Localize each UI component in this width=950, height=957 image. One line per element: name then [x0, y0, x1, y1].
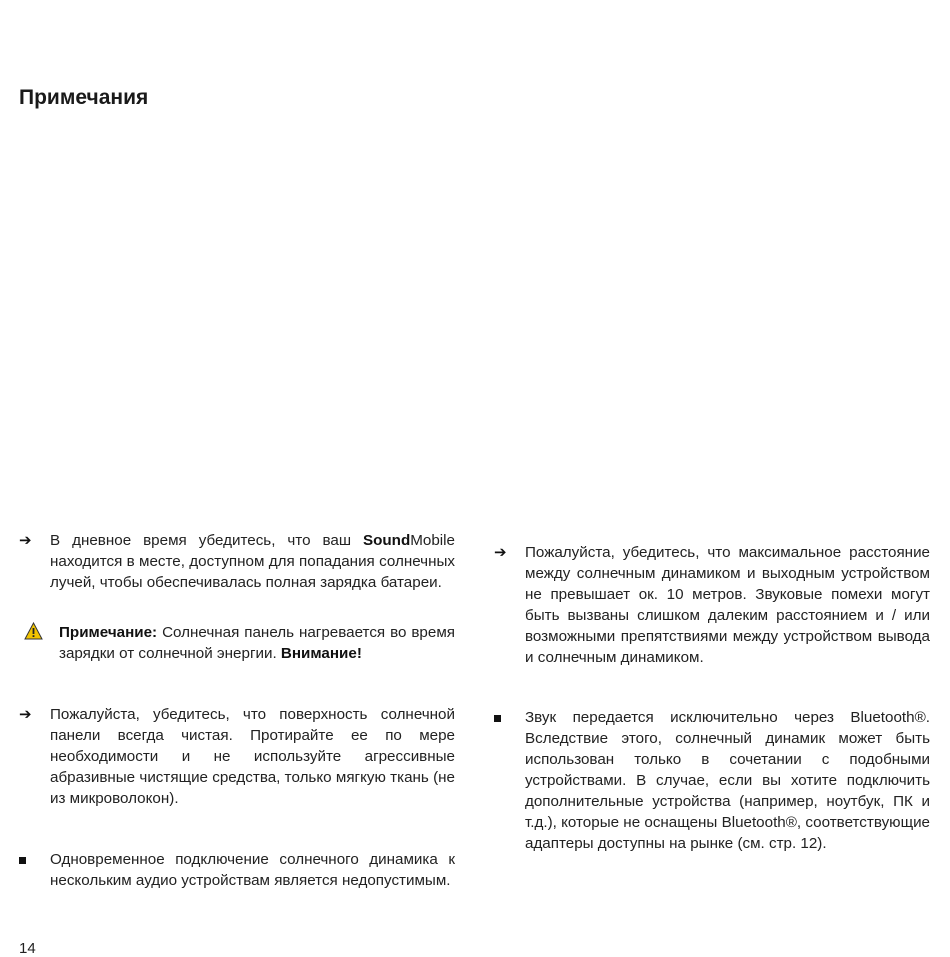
list-item	[494, 542, 930, 668]
arrow-right-icon: ➔	[19, 532, 32, 549]
list-item	[19, 849, 455, 891]
note-block	[24, 622, 455, 664]
warning-triangle-icon	[24, 622, 43, 646]
arrow-right-icon: ➔	[19, 706, 32, 723]
list-item-text: Одновременное подключение солнечного динамика к нескольким аудио устройствам является недопустимым.	[50, 851, 455, 889]
list-item-text: Звук передается исключительно через Bluetooth®. Вследствие этого, солнечный динамик может быть использован только в сочетании с подобными устройствами. В случае, если вы хотите подключить дополнительные устройства (например, ноутбук, ПК и т.д.), которые не оснащены Bluetooth®, соответствующие адаптеры доступны на рынке (см. стр. 12).	[525, 709, 930, 852]
list-item-text: В дневное время убедитесь, что ваш SoundMobile находится в месте, доступном для попадания солнечных лучей, чтобы обеспечивалась полная зарядка батареи.	[50, 532, 455, 591]
page-title: Примечания	[19, 86, 149, 109]
square-bullet-icon	[19, 849, 26, 870]
list-item	[19, 704, 455, 809]
square-bullet-icon	[494, 707, 501, 728]
list-item	[494, 707, 930, 854]
list-item	[19, 530, 455, 593]
note-text: Примечание: Солнечная панель нагревается во время зарядки от солнечной энергии. Внимание!	[59, 624, 455, 662]
arrow-right-icon: ➔	[494, 544, 507, 561]
list-item-text: Пожалуйста, убедитесь, что максимальное расстояние между солнечным динамиком и выходным устройством не превышает ок. 10 метров. Звуковые помехи могут быть вызваны слишком далеким расстоянием и / или возможными препятствиями между устройством вывода и солнечным динамиком.	[525, 544, 930, 666]
page-number: 14	[19, 940, 36, 957]
list-item-text: Пожалуйста, убедитесь, что поверхность солнечной панели всегда чистая. Протирайте ее по мере необходимости и не используйте агрессивные абразивные чистящие средства, только мягкую ткань (не из микроволокон).	[50, 706, 455, 807]
